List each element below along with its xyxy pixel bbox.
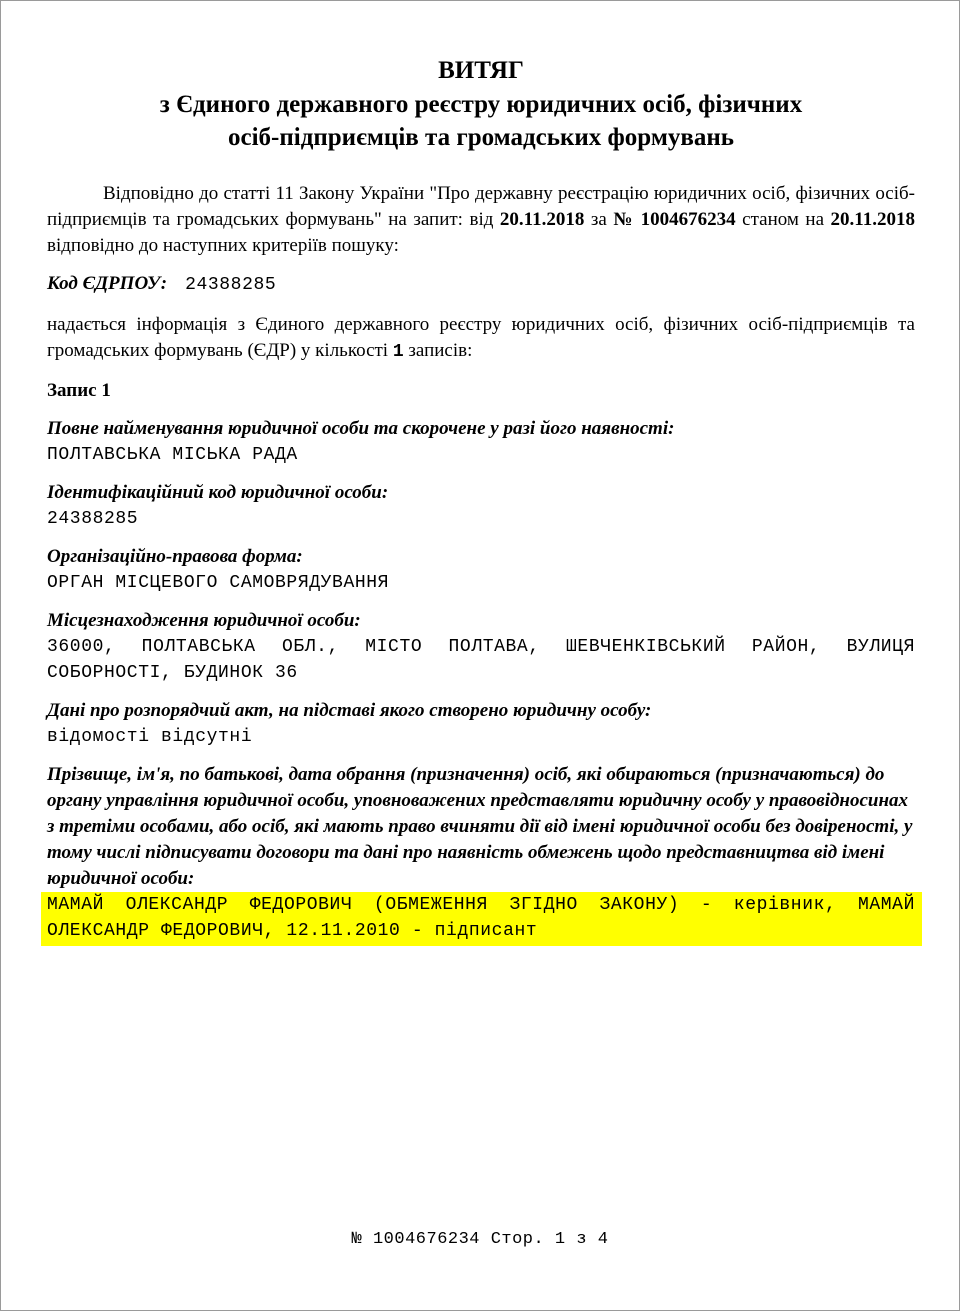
record-count: 1	[392, 342, 404, 362]
info-text-after: записів:	[403, 340, 473, 361]
location-label: Місцезнаходження юридичної особи:	[47, 610, 361, 631]
criteria-label: Код ЄДРПОУ:	[47, 273, 168, 294]
persons-value-highlighted: МАМАЙ ОЛЕКСАНДР ФЕДОРОВИЧ (ОБМЕЖЕННЯ ЗГІДНО ЗАКОНУ) - керівник, МАМАЙ ОЛЕКСАНДР ФЕДОРОВИЧ, 12.11.2010 - підписант	[41, 892, 922, 946]
search-criteria	[47, 271, 915, 298]
info-paragraph	[47, 312, 915, 365]
legal-form-value: ОРГАН МІСЦЕВОГО САМОВРЯДУВАННЯ	[47, 573, 390, 593]
act-label: Дані про розпорядчий акт, на підставі якого створено юридичну особу:	[47, 700, 652, 721]
act-value: відомості відсутні	[47, 727, 253, 747]
info-text-before: надається інформація з Єдиного державного реєстру юридичних осіб, фізичних осіб-підприємців та громадських формувань (ЄДР) у кількості	[47, 314, 915, 361]
criteria-value: 24388285	[185, 275, 277, 295]
intro-paragraph	[47, 181, 915, 259]
page-footer: № 1004676234 Стор. 1 з 4	[351, 1230, 609, 1249]
legal-form-label: Організаційно-правова форма:	[47, 546, 303, 567]
document-subtitle-line1: з Єдиного державного реєстру юридичних осіб, фізичних	[159, 91, 803, 118]
persons-label: Прізвище, ім'я, по батькові, дата обрання (призначення) осіб, які обираються (призначаються) до органу управління юридичної особи, уповноважених представляти юридичну особу у правовідносинах з третіми особами, або осіб, які мають право вчиняти дії від імені юридичної особи без довіреності, у тому числі підписувати договори та дані про наявність обмежень щодо представництва від імені юридичної особи:	[47, 764, 913, 889]
as-of-date: 20.11.2018	[830, 209, 915, 230]
document-body	[47, 54, 915, 946]
document-title: ВИТЯГ	[438, 57, 524, 84]
intro-text-before-date: Відповідно до статті 11 Закону України "Про державну реєстрацію юридичних осіб, фізичних осіб-підприємців та громадських формувань" на запит: від	[47, 183, 915, 230]
intro-text-after: відповідно до наступних критеріїв пошуку:	[47, 235, 399, 256]
full-name-value: ПОЛТАВСЬКА МІСЬКА РАДА	[47, 445, 298, 465]
record-title: Запис 1	[47, 380, 111, 401]
intro-text-za: за	[584, 209, 614, 230]
id-code-label: Ідентифікаційний код юридичної особи:	[47, 482, 389, 503]
id-code-value: 24388285	[47, 509, 139, 529]
location-value: 36000, ПОЛТАВСЬКА ОБЛ., МІСТО ПОЛТАВА, ШЕВЧЕНКІВСЬКИЙ РАЙОН, ВУЛИЦЯ СОБОРНОСТІ, БУДИНОК 36	[47, 637, 915, 683]
full-name-label: Повне найменування юридичної особи та скорочене у разі його наявності:	[47, 418, 675, 439]
document-subtitle-line2: осіб-підприємців та громадських формувань	[228, 124, 734, 151]
request-number: № 1004676234	[613, 209, 736, 230]
intro-text-as-of: станом на	[735, 209, 831, 230]
request-date: 20.11.2018	[499, 209, 585, 230]
